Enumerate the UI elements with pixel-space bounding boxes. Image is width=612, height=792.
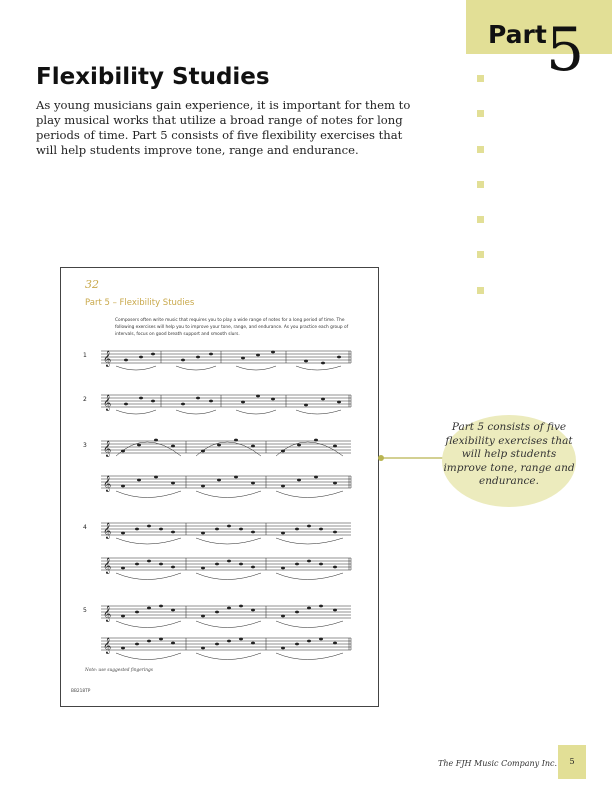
bullet-mark <box>477 110 484 117</box>
bullet-mark <box>477 251 484 258</box>
sample-page-code: BB218TP <box>71 689 91 694</box>
page-title: Flexibility Studies <box>36 64 270 90</box>
music-notation <box>61 268 378 706</box>
exercise-number: 2 <box>83 396 87 403</box>
publisher-footer: The FJH Music Company Inc. <box>438 759 558 768</box>
bullet-mark <box>477 181 484 188</box>
callout-text: Part 5 consists of five flexibility exercises that will help students improve tone, range and endurance. <box>443 421 575 487</box>
svg-text:𝄞: 𝄞 <box>103 441 112 457</box>
bullet-mark <box>477 287 484 294</box>
intro-paragraph: As young musicians gain experience, it is important for them to play musical works that utilize a broad range of notes for long periods of time. Part 5 consists of five flexibility exercises that will help students improve tone, range and endurance. <box>36 98 411 157</box>
sample-page-text: Composers often write music that requires you to play a wide range of notes for a long period of time. The following exercises will help you to improve your tone, range, and endurance. As you practice each group of intervals, focus on good breath support and smooth slurs. <box>115 318 349 337</box>
svg-text:𝄞: 𝄞 <box>103 395 112 411</box>
sample-page-number: 32 <box>85 278 99 291</box>
svg-text:𝄞: 𝄞 <box>103 476 112 492</box>
bullet-mark <box>477 40 484 47</box>
page-number: 5 <box>569 757 575 766</box>
exercise-number: 1 <box>83 352 87 359</box>
svg-text:𝄞: 𝄞 <box>103 351 112 367</box>
bullet-mark <box>477 75 484 82</box>
bullet-mark <box>477 216 484 223</box>
svg-text:𝄞: 𝄞 <box>103 523 112 539</box>
sample-page-title: Part 5 – Flexibility Studies <box>85 298 195 308</box>
exercise-number: 4 <box>83 524 87 531</box>
part-number: 5 <box>546 15 585 85</box>
svg-text:𝄞: 𝄞 <box>103 606 112 622</box>
svg-text:𝄞: 𝄞 <box>103 558 112 574</box>
exercise-number: 5 <box>83 607 87 614</box>
part-label: Part <box>488 20 547 49</box>
sample-page-note: Note: use suggested fingerings <box>85 668 153 673</box>
callout-connector <box>376 452 446 464</box>
sample-page-thumbnail <box>60 267 379 707</box>
svg-text:𝄞: 𝄞 <box>103 638 112 654</box>
exercise-number: 3 <box>83 442 87 449</box>
bullet-mark <box>477 146 484 153</box>
